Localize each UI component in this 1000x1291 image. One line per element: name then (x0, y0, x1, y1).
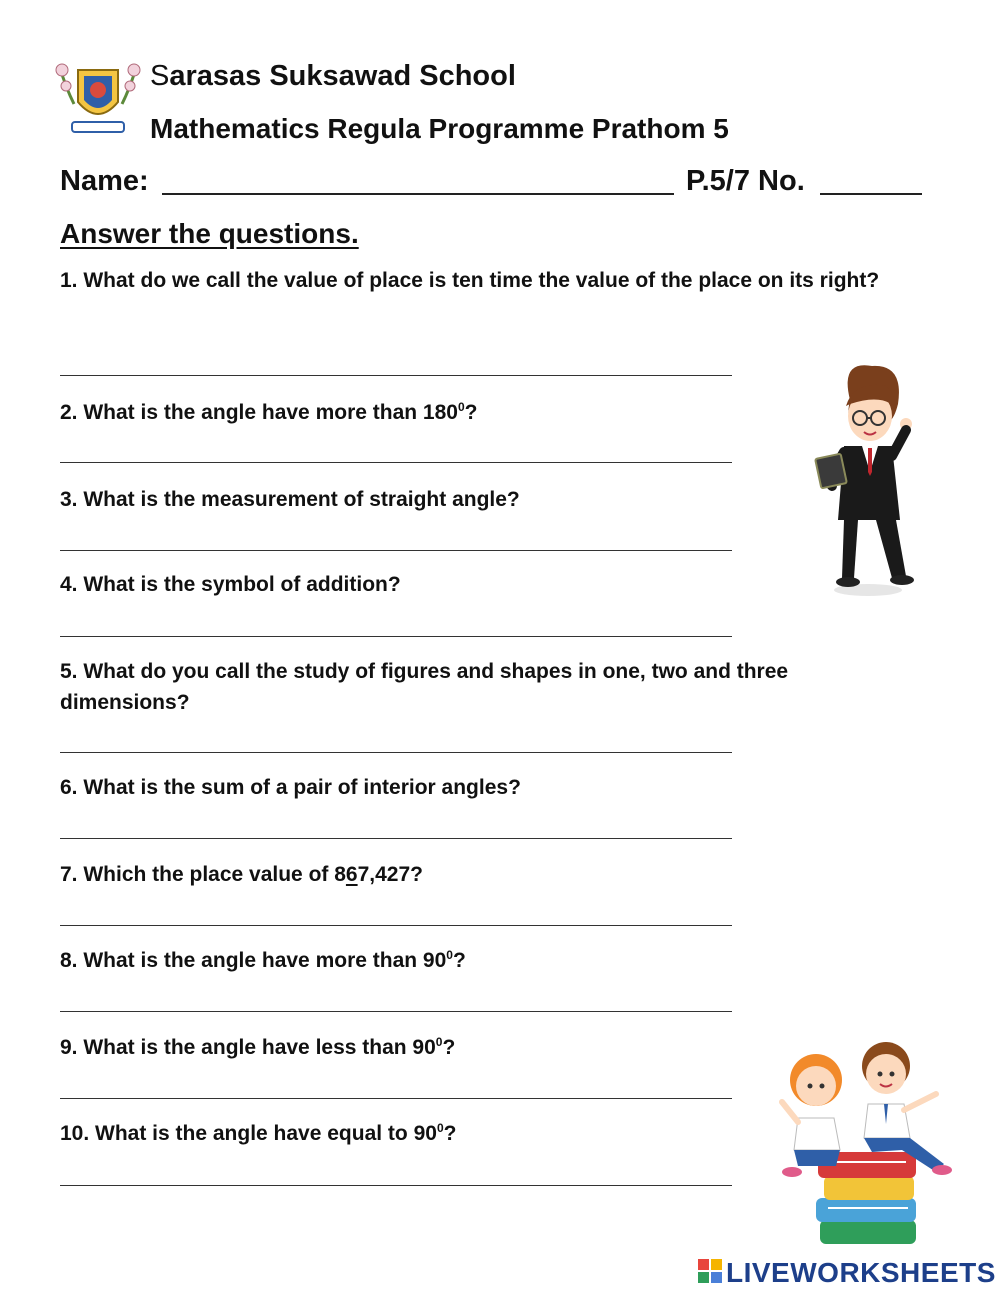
question-8: 8. What is the angle have more than $90^0$? (60, 948, 466, 972)
program-title: Mathematics Regula Programme Prathom 5 (150, 113, 729, 144)
liveworksheets-logo: LIVEWORKSHEETS (726, 1257, 996, 1288)
answer-line-5[interactable] (60, 752, 732, 753)
answer-line-1[interactable] (60, 375, 732, 376)
answer-line-9[interactable] (60, 1098, 732, 1099)
answer-line-2[interactable] (60, 462, 732, 463)
liveworksheets-badge-icon (698, 1259, 722, 1283)
name-field[interactable] (162, 193, 674, 195)
question-6: 6. What is the sum of a pair of interior angles? (60, 776, 521, 799)
school-name: Sarasas Suksawad School (150, 60, 516, 92)
question-1: 1. What do we call the value of place is ten time the value of the place on its right? (60, 269, 880, 292)
answer-line-3[interactable] (60, 550, 732, 551)
teacher-cartoon-icon (810, 360, 930, 600)
kids-on-books-icon (776, 1032, 954, 1254)
question-2: 2. What is the angle have more than $180^0$? (60, 400, 478, 424)
question-10: 10. What is the angle have equal to $90^0$? (60, 1121, 457, 1145)
answer-line-6[interactable] (60, 838, 732, 839)
question-4: 4. What is the symbol of addition? (60, 573, 401, 596)
instruction-heading: Answer the questions. (60, 218, 359, 249)
answer-line-7[interactable] (60, 925, 732, 926)
class-label: P.5/7 No. (686, 165, 805, 197)
question-5: 5. What do you call the study of figures and shapes in one, two and three dimensions? (60, 660, 789, 714)
question-3: 3. What is the measurement of straight angle? (60, 488, 520, 511)
question-7: 7. Which the place value of 867,427? (60, 863, 423, 886)
answer-line-8[interactable] (60, 1011, 732, 1012)
number-field[interactable] (820, 193, 922, 195)
answer-line-4[interactable] (60, 636, 732, 637)
school-crest-icon (52, 60, 144, 140)
question-9: 9. What is the angle have less than $90^0$? (60, 1035, 456, 1059)
answer-line-10[interactable] (60, 1185, 732, 1186)
name-label: Name: (60, 165, 149, 197)
